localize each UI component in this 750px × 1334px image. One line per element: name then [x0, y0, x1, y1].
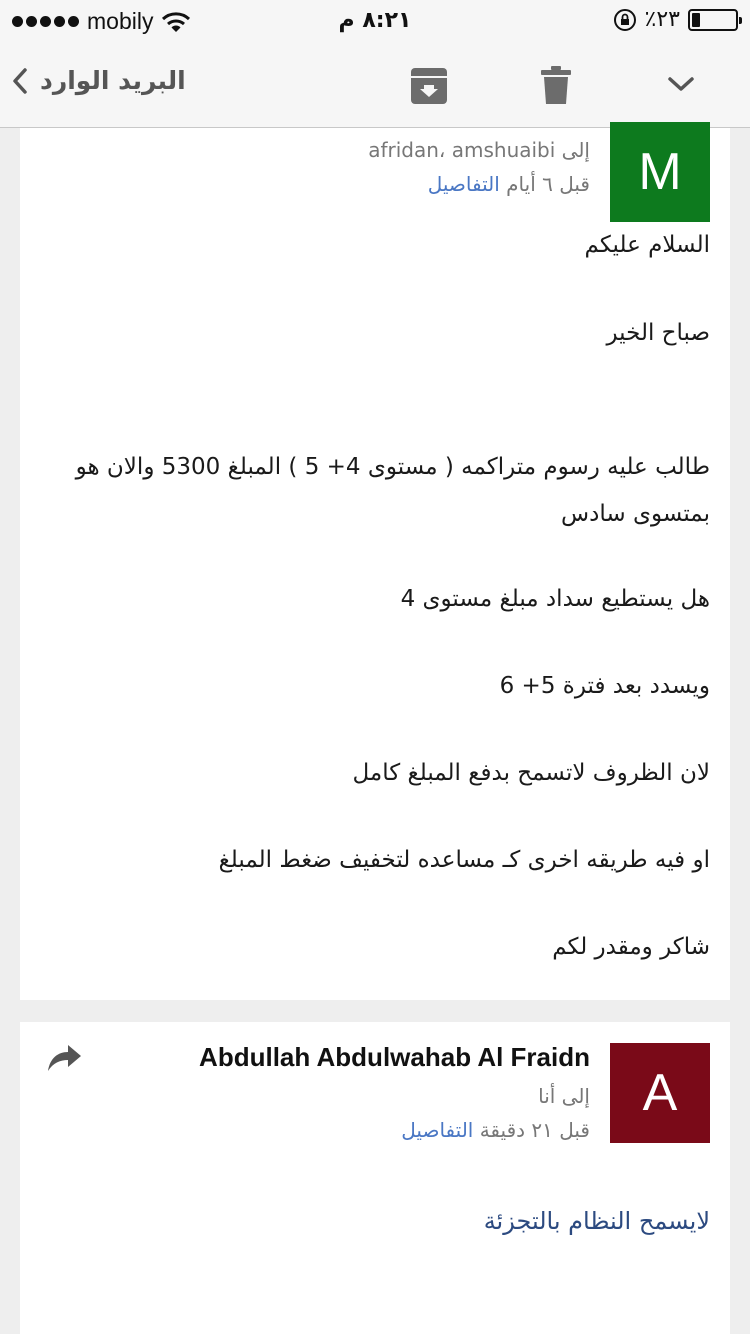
recipients: afridan، amshuaibi	[368, 138, 556, 162]
recipients-line[interactable]: إلى أنا	[538, 1084, 590, 1108]
battery-percent: ٪٢٣	[644, 7, 680, 32]
battery-icon	[688, 9, 738, 31]
body-paragraph: لان الظروف لاتسمح بدفع المبلغ كامل	[352, 760, 710, 786]
time-ago: قبل ٦ أيام	[506, 172, 590, 196]
details-link[interactable]: التفاصيل	[401, 1118, 474, 1142]
body-paragraph: شاكر ومقدر لكم	[552, 934, 710, 960]
body-paragraph: صباح الخير	[606, 320, 710, 346]
carrier-name: mobily	[87, 8, 154, 34]
sender-avatar	[610, 122, 710, 222]
body-paragraph: السلام عليكم	[584, 232, 710, 258]
to-prefix: إلى	[561, 138, 590, 162]
avatar-letter: M	[638, 143, 682, 201]
status-right	[613, 7, 738, 32]
status-time: ٨:٢١ م	[338, 8, 412, 33]
time-details-line	[401, 1118, 590, 1142]
body-paragraph: او فيه طريقه اخرى كـ مساعده لتخفيف ضغط المبلغ	[218, 847, 710, 873]
time-details-line	[428, 172, 590, 196]
back-to-inbox-button[interactable]	[12, 66, 186, 95]
body-paragraph: طالب عليه رسوم متراكمه ( مستوى 4+ 5 ) المبلغ 5300 والان هو	[75, 454, 710, 480]
body-paragraph: لايسمح النظام بالتجزئة	[483, 1207, 710, 1235]
reply-icon[interactable]	[46, 1044, 82, 1072]
chevron-left-icon	[12, 68, 28, 94]
time-ago: قبل ٢١ دقيقة	[479, 1118, 590, 1142]
orientation-lock-icon	[613, 8, 637, 32]
sender-avatar	[610, 1043, 710, 1143]
details-link[interactable]: التفاصيل	[427, 172, 500, 196]
sender-name: Abdullah Abdulwahab Al Fraidn	[199, 1042, 590, 1072]
body-paragraph: بمتسوى سادس	[561, 501, 710, 527]
trash-icon[interactable]	[541, 66, 571, 104]
archive-icon[interactable]	[411, 68, 447, 104]
body-paragraph: ويسدد بعد فترة 5+ 6	[499, 673, 710, 699]
message-toolbar	[0, 42, 750, 128]
status-bar	[0, 0, 750, 42]
chevron-down-icon[interactable]	[668, 76, 694, 92]
body-paragraph: هل يستطيع سداد مبلغ مستوى 4	[400, 586, 710, 612]
back-label: البريد الوارد	[40, 66, 186, 95]
message-card	[20, 128, 730, 1000]
battery-level	[692, 13, 700, 27]
avatar-letter: A	[642, 1064, 678, 1122]
message-card	[20, 1022, 730, 1334]
recipients-line[interactable]	[368, 138, 590, 162]
